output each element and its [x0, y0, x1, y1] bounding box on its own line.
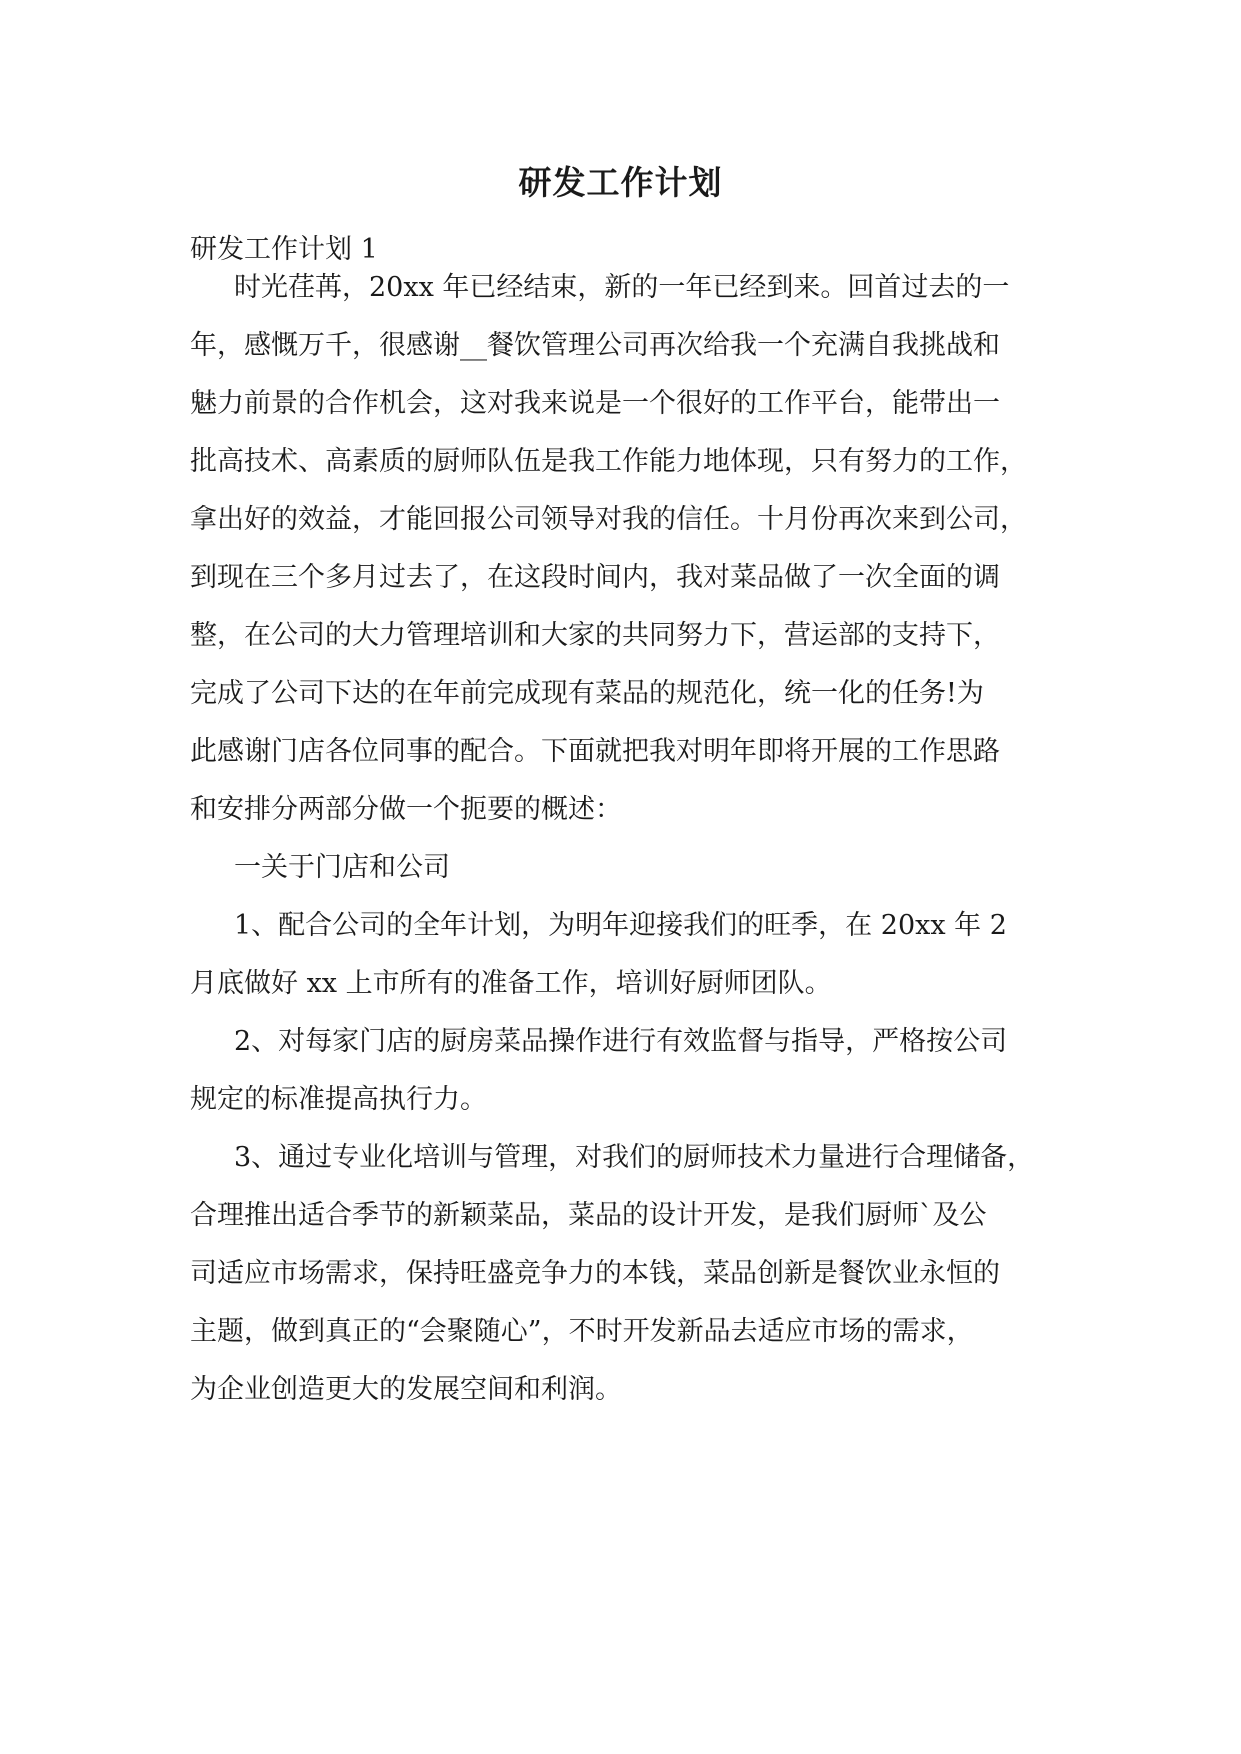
- paragraph-line: 月底做好 xx 上市所有的准备工作，培训好厨师团队。: [190, 968, 832, 999]
- subheading-line: 一关于门店和公司: [234, 852, 450, 883]
- document-title: 研发工作计划: [518, 163, 723, 202]
- paragraph-line: 时光荏苒，20xx 年已经结束，新的一年已经到来。回首过去的一: [234, 272, 1010, 303]
- intro-paragraph: [190, 268, 1060, 848]
- paragraph-line: 规定的标准提高执行力。: [190, 1084, 487, 1115]
- paragraph-line: 合理推出适合季节的新颖菜品，菜品的设计开发，是我们厨师`及公: [190, 1200, 987, 1231]
- paragraph-line: 和安排分两部分做一个扼要的概述：: [190, 794, 622, 825]
- paragraph-line: 2、对每家门店的厨房菜品操作进行有效监督与指导，严格按公司: [234, 1026, 1008, 1057]
- paragraph-line: 到现在三个多月过去了，在这段时间内，我对菜品做了一次全面的调: [190, 562, 1000, 593]
- paragraph-line: 拿出好的效益，才能回报公司领导对我的信任。十月份再次来到公司，: [190, 504, 1027, 535]
- paragraph-line: 司适应市场需求，保持旺盛竞争力的本钱，菜品创新是餐饮业永恒的: [190, 1258, 1000, 1289]
- paragraph-line: 为企业创造更大的发展空间和利润。: [190, 1374, 622, 1405]
- section-one-heading: [190, 848, 1060, 906]
- paragraph-line: 批高技术、高素质的厨师队伍是我工作能力地体现，只有努力的工作，: [190, 446, 1027, 477]
- paragraph-line: 整，在公司的大力管理培训和大家的共同努力下，营运部的支持下，: [190, 620, 1000, 651]
- paragraph-line: 完成了公司下达的在年前完成现有菜品的规范化，统一化的任务!为: [190, 678, 984, 709]
- paragraph-line: 此感谢门店各位同事的配合。下面就把我对明年即将开展的工作思路: [190, 736, 1000, 767]
- list-item-3: [190, 1138, 1060, 1428]
- paragraph-line: 年，感慨万千，很感谢__餐饮管理公司再次给我一个充满自我挑战和: [190, 330, 1000, 361]
- list-item-1: [190, 906, 1060, 1022]
- paragraph-line: 3、通过专业化培训与管理，对我们的厨师技术力量进行合理储备，: [234, 1142, 1035, 1173]
- paragraph-line: 魅力前景的合作机会，这对我来说是一个很好的工作平台，能带出一: [190, 388, 1000, 419]
- list-item-2: [190, 1022, 1060, 1138]
- paragraph-line: 主题，做到真正的“会聚随心”，不时开发新品去适应市场的需求，: [190, 1316, 974, 1347]
- section-heading: 研发工作计划 1: [190, 234, 378, 265]
- paragraph-line: 1、配合公司的全年计划，为明年迎接我们的旺季，在 20xx 年 2: [234, 910, 1007, 941]
